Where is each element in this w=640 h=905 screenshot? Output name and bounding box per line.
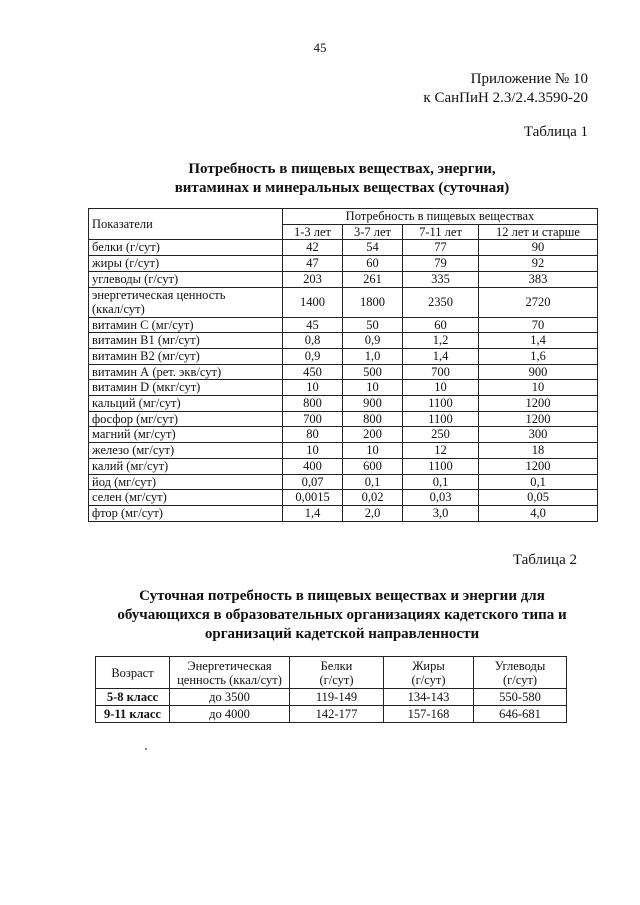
indicator-name: энергетическая ценность (ккал/сут) — [89, 287, 283, 317]
header-energy: Энергетическая ценность (ккал/сут) — [170, 657, 290, 689]
age-header: 12 лет и старше — [479, 224, 598, 240]
header-age: Возраст — [96, 657, 170, 689]
value-cell: 90 — [479, 240, 598, 256]
value-cell: 10 — [283, 380, 343, 396]
indicator-header: Показатели — [89, 209, 283, 240]
indicator-name: магний (мг/сут) — [89, 427, 283, 443]
value-cell: 700 — [403, 364, 479, 380]
value-cell: 1,4 — [403, 348, 479, 364]
table-row — [96, 689, 567, 706]
value-cell: 700 — [283, 411, 343, 427]
value-cell: 1200 — [479, 411, 598, 427]
value-cell: 45 — [283, 317, 343, 333]
value-cell: 1100 — [403, 411, 479, 427]
value-cell: 70 — [479, 317, 598, 333]
value-cell: 1800 — [343, 287, 403, 317]
table-row — [89, 287, 598, 317]
value-cell: 600 — [343, 458, 403, 474]
value-cell: 157-168 — [384, 706, 474, 723]
value-cell: 10 — [403, 380, 479, 396]
value-cell: 0,05 — [479, 490, 598, 506]
indicator-name: витамин В1 (мг/сут) — [89, 333, 283, 349]
requirement-group-header: Потребность в пищевых веществах — [283, 209, 598, 225]
value-cell: 2,0 — [343, 505, 403, 521]
table-row — [89, 317, 598, 333]
table-row — [89, 490, 598, 506]
value-cell: 10 — [479, 380, 598, 396]
value-cell: 142-177 — [290, 706, 384, 723]
value-cell: 1200 — [479, 458, 598, 474]
table1-title-line-2: витаминах и минеральных веществах (суточная) — [174, 180, 510, 196]
value-cell: 0,02 — [343, 490, 403, 506]
value-cell: 42 — [283, 240, 343, 256]
value-cell: 47 — [283, 256, 343, 272]
table2-title-line-1: Суточная потребность в пищевых веществах и энергии для — [139, 588, 545, 604]
header-carbs: Углеводы (г/сут) — [474, 657, 567, 689]
value-cell: 450 — [283, 364, 343, 380]
indicator-name: витамин D (мкг/сут) — [89, 380, 283, 396]
value-cell: 550-580 — [474, 689, 567, 706]
appendix-line-1: Приложение № 10 — [470, 71, 588, 87]
age-header: 1-3 лет — [283, 224, 343, 240]
indicator-name: калий (мг/сут) — [89, 458, 283, 474]
value-cell: 92 — [479, 256, 598, 272]
value-cell: 1100 — [403, 396, 479, 412]
value-cell: 0,1 — [343, 474, 403, 490]
table-row — [89, 333, 598, 349]
value-cell: до 3500 — [170, 689, 290, 706]
table-row — [89, 380, 598, 396]
age-header: 7-11 лет — [403, 224, 479, 240]
value-cell: 0,03 — [403, 490, 479, 506]
value-cell: 1,4 — [283, 505, 343, 521]
value-cell: 10 — [343, 380, 403, 396]
value-cell: 12 — [403, 443, 479, 459]
appendix-reference — [423, 70, 588, 108]
value-cell: 1400 — [283, 287, 343, 317]
table1-header-row — [89, 209, 598, 225]
value-cell: 0,9 — [283, 348, 343, 364]
indicator-name: витамин С (мг/сут) — [89, 317, 283, 333]
value-cell: 77 — [403, 240, 479, 256]
indicator-name: кальций (мг/сут) — [89, 396, 283, 412]
table1-label: Таблица 1 — [523, 124, 588, 140]
table-row — [96, 706, 567, 723]
value-cell: 2350 — [403, 287, 479, 317]
value-cell: 400 — [283, 458, 343, 474]
table-row — [89, 427, 598, 443]
value-cell: до 4000 — [170, 706, 290, 723]
table-row — [89, 458, 598, 474]
value-cell: 54 — [343, 240, 403, 256]
indicator-name: белки (г/сут) — [89, 240, 283, 256]
table-row — [89, 348, 598, 364]
table-row — [89, 396, 598, 412]
indicator-name: углеводы (г/сут) — [89, 271, 283, 287]
value-cell: 1200 — [479, 396, 598, 412]
value-cell: 4,0 — [479, 505, 598, 521]
table-row — [89, 364, 598, 380]
value-cell: 119-149 — [290, 689, 384, 706]
value-cell: 79 — [403, 256, 479, 272]
value-cell: 80 — [283, 427, 343, 443]
value-cell: 646-681 — [474, 706, 567, 723]
indicator-name: витамин В2 (мг/сут) — [89, 348, 283, 364]
class-name: 9-11 класс — [96, 706, 170, 723]
table-row — [89, 411, 598, 427]
table2-title — [0, 587, 640, 644]
indicator-name: фосфор (мг/сут) — [89, 411, 283, 427]
table-row — [89, 505, 598, 521]
table-row — [89, 240, 598, 256]
table2-title-line-3: организаций кадетской направленности — [204, 626, 480, 642]
header-fat: Жиры (г/сут) — [384, 657, 474, 689]
table1-title-line-1: Потребность в пищевых веществах, энергии, — [188, 161, 496, 177]
value-cell: 50 — [343, 317, 403, 333]
value-cell: 1,4 — [479, 333, 598, 349]
header-protein: Белки (г/сут) — [290, 657, 384, 689]
nutrient-requirements-table — [88, 208, 598, 522]
value-cell: 0,9 — [343, 333, 403, 349]
value-cell: 0,1 — [479, 474, 598, 490]
table2-header-row — [96, 657, 567, 689]
value-cell: 10 — [343, 443, 403, 459]
value-cell: 60 — [343, 256, 403, 272]
indicator-name: селен (мг/сут) — [89, 490, 283, 506]
value-cell: 0,07 — [283, 474, 343, 490]
value-cell: 335 — [403, 271, 479, 287]
value-cell: 250 — [403, 427, 479, 443]
value-cell: 2720 — [479, 287, 598, 317]
value-cell: 1,6 — [479, 348, 598, 364]
value-cell: 1,2 — [403, 333, 479, 349]
value-cell: 10 — [283, 443, 343, 459]
table1-title — [0, 160, 640, 198]
value-cell: 1,0 — [343, 348, 403, 364]
page-number: 45 — [313, 40, 327, 55]
value-cell: 383 — [479, 271, 598, 287]
value-cell: 60 — [403, 317, 479, 333]
value-cell: 1100 — [403, 458, 479, 474]
cadet-requirements-table — [95, 656, 567, 723]
age-header: 3-7 лет — [343, 224, 403, 240]
table-row — [89, 474, 598, 490]
indicator-name: йод (мг/сут) — [89, 474, 283, 490]
value-cell: 500 — [343, 364, 403, 380]
table2-label: Таблица 2 — [512, 552, 577, 568]
value-cell: 261 — [343, 271, 403, 287]
value-cell: 800 — [343, 411, 403, 427]
value-cell: 200 — [343, 427, 403, 443]
indicator-name: фтор (мг/сут) — [89, 505, 283, 521]
class-name: 5-8 класс — [96, 689, 170, 706]
table-row — [89, 271, 598, 287]
value-cell: 3,0 — [403, 505, 479, 521]
value-cell: 203 — [283, 271, 343, 287]
value-cell: 0,0015 — [283, 490, 343, 506]
indicator-name: витамин А (рет. экв/сут) — [89, 364, 283, 380]
appendix-line-2: к СанПиН 2.3/2.4.3590-20 — [423, 90, 588, 106]
value-cell: 300 — [479, 427, 598, 443]
table-row — [89, 256, 598, 272]
value-cell: 900 — [343, 396, 403, 412]
value-cell: 900 — [479, 364, 598, 380]
value-cell: 18 — [479, 443, 598, 459]
table-row — [89, 443, 598, 459]
value-cell: 134-143 — [384, 689, 474, 706]
scan-speck — [145, 748, 147, 750]
value-cell: 0,8 — [283, 333, 343, 349]
indicator-name: жиры (г/сут) — [89, 256, 283, 272]
value-cell: 800 — [283, 396, 343, 412]
indicator-name: железо (мг/сут) — [89, 443, 283, 459]
value-cell: 0,1 — [403, 474, 479, 490]
table2-title-line-2: обучающихся в образовательных организациях кадетского типа и — [117, 607, 567, 623]
